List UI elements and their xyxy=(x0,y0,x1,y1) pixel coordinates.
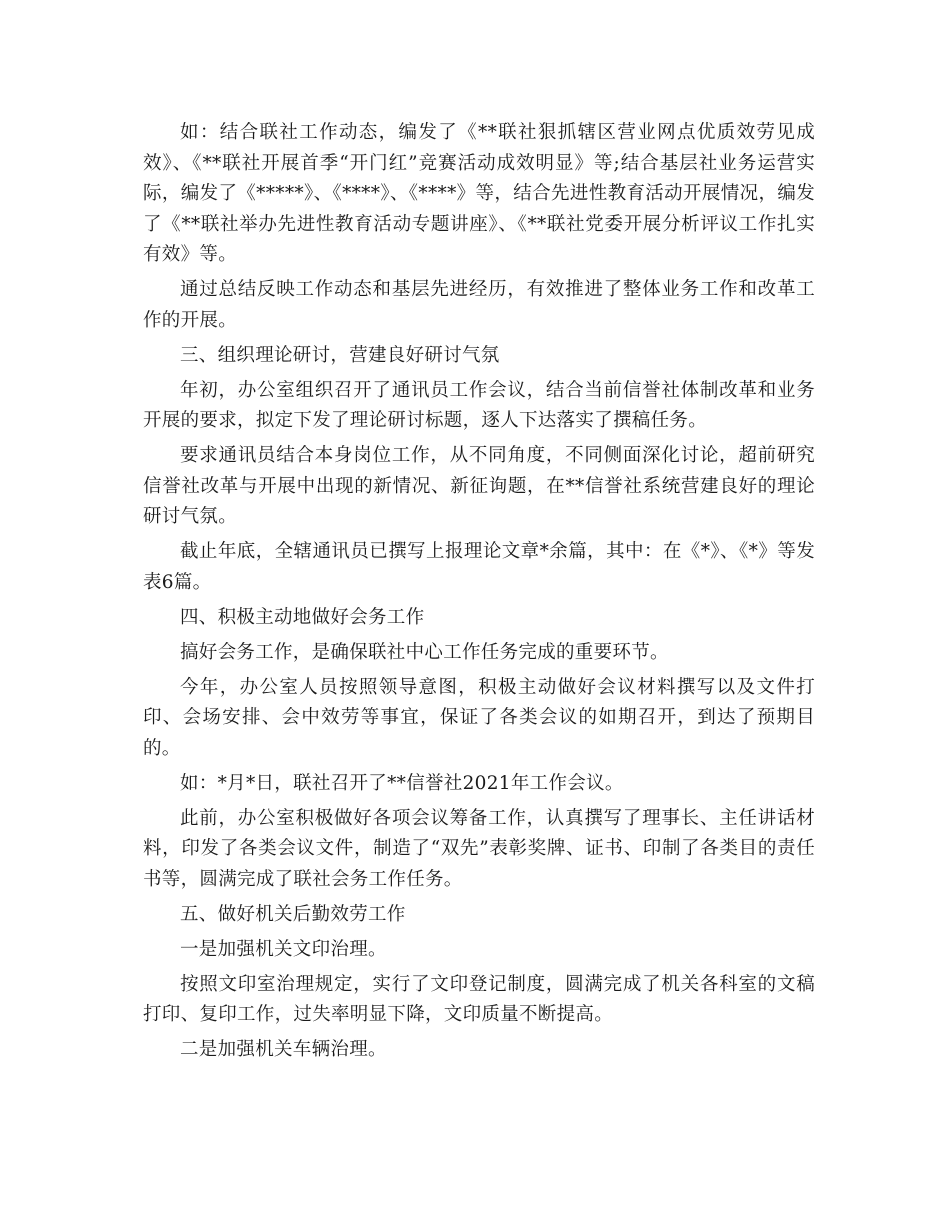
paragraph-year-end-articles: 截止年底，全辖通讯员已撰写上报理论文章*余篇，其中：在《*》、《*》等发表6篇。 xyxy=(143,541,815,593)
section-heading-4: 四、积极主动地做好会务工作 xyxy=(180,606,425,628)
paragraph-correspondent-requirements: 要求通讯员结合本身岗位工作，从不同角度，不同侧面深化讨论，超前研究信誉社改革与开展中出现的新情况、新征询题，在**信誉社系统营建良好的理论研讨气氛。 xyxy=(143,445,815,527)
paragraph-printing-management: 一是加强机关文印治理。 xyxy=(180,938,387,960)
paragraph-meeting-example: 如：*月*日，联社召开了**信誉社2021年工作会议。 xyxy=(180,772,624,794)
paragraph-vehicle-management: 二是加强机关车辆治理。 xyxy=(180,1039,387,1060)
paragraph-printing-details: 按照文印室治理规定，实行了文印登记制度，圆满完成了机关各科室的文稿打印、复印工作，过失率明显下降，文印质量不断提高。 xyxy=(143,973,815,1025)
document-body xyxy=(143,118,815,1070)
paragraph-beginning-of-year: 年初，办公室组织召开了通讯员工作会议，结合当前信誉社体制改革和业务开展的要求，拟定下发了理论研讨标题，逐人下达落实了撰稿任务。 xyxy=(143,379,815,431)
section-heading-5: 五、做好机关后勤效劳工作 xyxy=(180,903,406,925)
paragraph-meeting-work: 今年，办公室人员按照领导意图，积极主动做好会议材料撰写以及文件打印、会场安排、会中效劳等事宜，保证了各类会议的如期召开，到达了预期目的。 xyxy=(143,676,815,759)
paragraph-example-articles: 如：结合联社工作动态，编发了《**联社狠抓辖区营业网点优质效劳见成效》、《**联社开展首季“开门红”竞赛活动成效明显》等;结合基层社业务运营实际，编发了《*****》、《****》、《****》等，结合先进性教育活动开展情况，编发了《**联社举办先进性教育活动专题讲座》、《**联社党委开展分析评议工作扎实有效》等。 xyxy=(143,122,815,265)
section-heading-3: 三、组织理论研讨，营建良好研讨气氛 xyxy=(180,344,500,366)
paragraph-meeting-importance: 搞好会务工作，是确保联社中心工作任务完成的重要环节。 xyxy=(180,641,669,663)
paragraph-summary-effect: 通过总结反映工作动态和基层先进经历，有效推进了整体业务工作和改革工作的开展。 xyxy=(143,279,815,331)
paragraph-meeting-preparation: 此前，办公室积极做好各项会议筹备工作，认真撰写了理事长、主任讲话材料，印发了各类会议文件，制造了“双先”表彰奖牌、证书、印制了各类目的责任书等，圆满完成了联社会务工作任务。 xyxy=(143,807,815,890)
